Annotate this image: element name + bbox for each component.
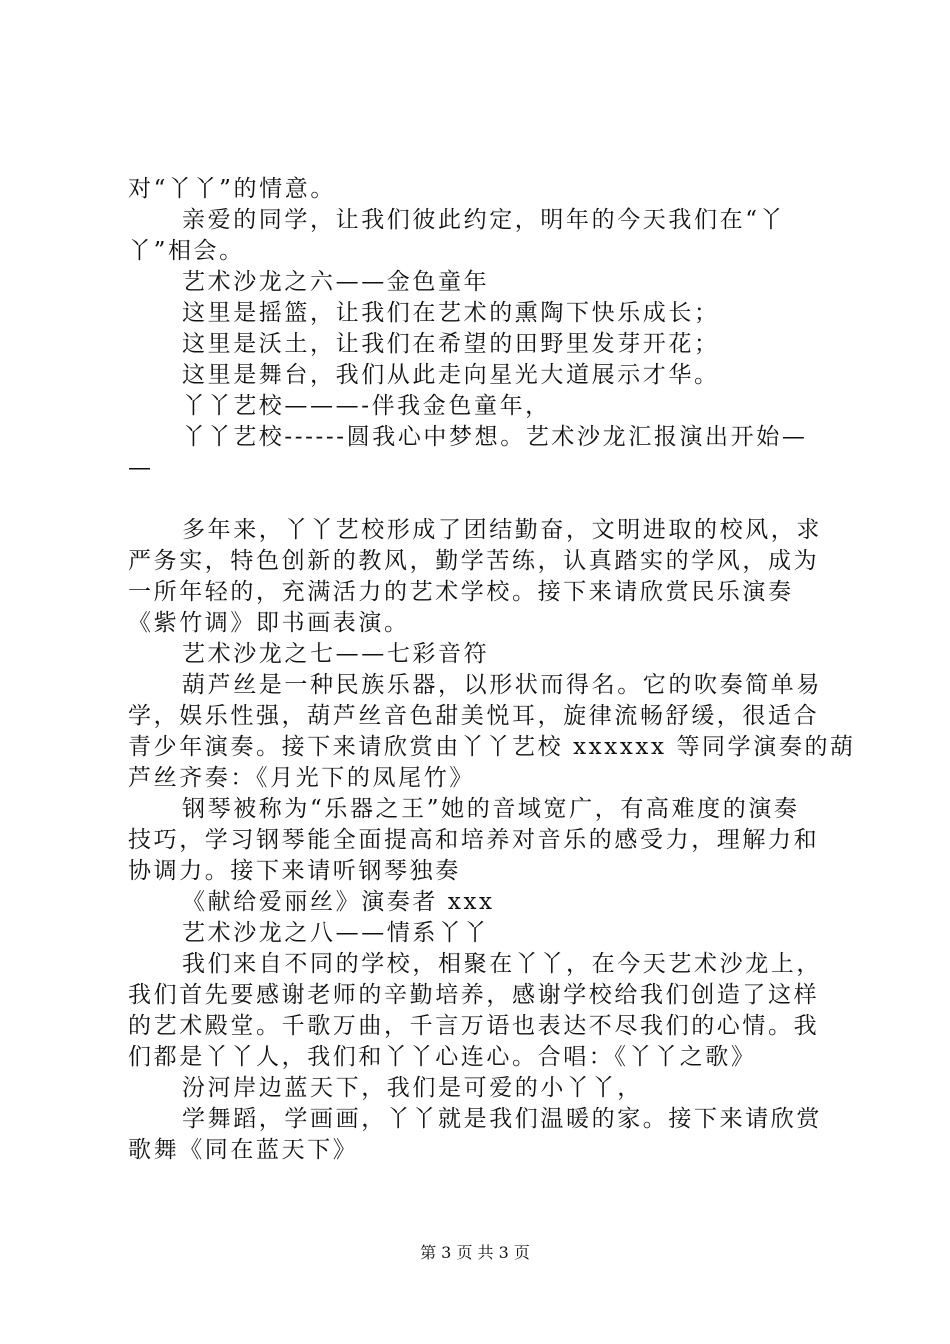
section-heading: 艺术沙龙之七——七彩音符: [182, 641, 490, 667]
text-line: 这里是舞台，我们从此走向星光大道展示才华。: [182, 362, 720, 388]
text-line: 技巧，学习钢琴能全面提高和培养对音乐的感受力，理解力和: [128, 827, 820, 853]
section-heading: 艺术沙龙之六——金色童年: [182, 269, 490, 295]
text-line: 《献给爱丽丝》演奏者 xxx: [182, 889, 495, 915]
text-line: 这里是摇篮，让我们在艺术的熏陶下快乐成长；: [182, 300, 720, 326]
text-line: 多年来，丫丫艺校形成了团结勤奋，文明进取的校风，求: [182, 517, 822, 543]
section-heading: 艺术沙龙之八——情系丫丫: [182, 920, 490, 946]
text-line: —: [128, 455, 154, 481]
text-line: 葫芦丝是一种民族乐器，以形状而得名。它的吹奏简单易: [182, 672, 822, 698]
text-line: 我们首先要感谢老师的辛勤培养，感谢学校给我们创造了这样: [128, 982, 820, 1008]
text-line: 钢琴被称为“乐器之王”她的音域宽广，有高难度的演奏: [182, 796, 800, 822]
text-line: 青少年演奏。接下来请欣赏由丫丫艺校 xxxxxx 等同学演奏的葫: [128, 734, 856, 760]
text-line: 芦丝齐奏：《月光下的凤尾竹》: [128, 765, 475, 791]
text-line: 丫丫艺校———-伴我金色童年，: [182, 393, 551, 419]
text-line: 汾河岸边蓝天下，我们是可爱的小丫丫，: [182, 1075, 643, 1101]
text-line: 学，娱乐性强，葫芦丝音色甜美悦耳，旋律流畅舒缓，很适合: [128, 703, 820, 729]
text-line: 我们来自不同的学校，相聚在丫丫，在今天艺术沙龙上，: [182, 951, 822, 977]
text-line: 学舞蹈，学画画，丫丫就是我们温暖的家。接下来请欣赏: [182, 1106, 822, 1132]
text-line: 的艺术殿堂。千歌万曲，千言万语也表达不尽我们的心情。我: [128, 1013, 820, 1039]
text-line: 严务实，特色创新的教风，勤学苦练，认真踏实的学风，成为: [128, 548, 820, 574]
text-line: 歌舞《同在蓝天下》: [128, 1137, 359, 1163]
blank-line: [128, 484, 834, 515]
text-line: 一所年轻的，充满活力的艺术学校。接下来请欣赏民乐演奏: [128, 579, 794, 605]
text-line: 《紫竹调》即书画表演。: [128, 610, 410, 636]
text-line: 丫丫艺校------圆我心中梦想。艺术沙龙汇报演出开始—: [182, 424, 808, 450]
page-number-footer: 第 3 页 共 3 页: [420, 1243, 530, 1262]
text-line: 亲爱的同学，让我们彼此约定，明年的今天我们在“丫: [182, 207, 786, 233]
document-body: [128, 174, 856, 1166]
text-line: 们都是丫丫人，我们和丫丫心连心。合唱：《丫丫之歌》: [128, 1044, 757, 1070]
text-line: 这里是沃土，让我们在希望的田野里发芽开花；: [182, 331, 720, 357]
text-line: 对“丫丫”的情意。: [128, 176, 336, 202]
text-line: 协调力。接下来请听钢琴独奏: [128, 858, 461, 884]
text-line: 丫”相会。: [128, 238, 245, 264]
